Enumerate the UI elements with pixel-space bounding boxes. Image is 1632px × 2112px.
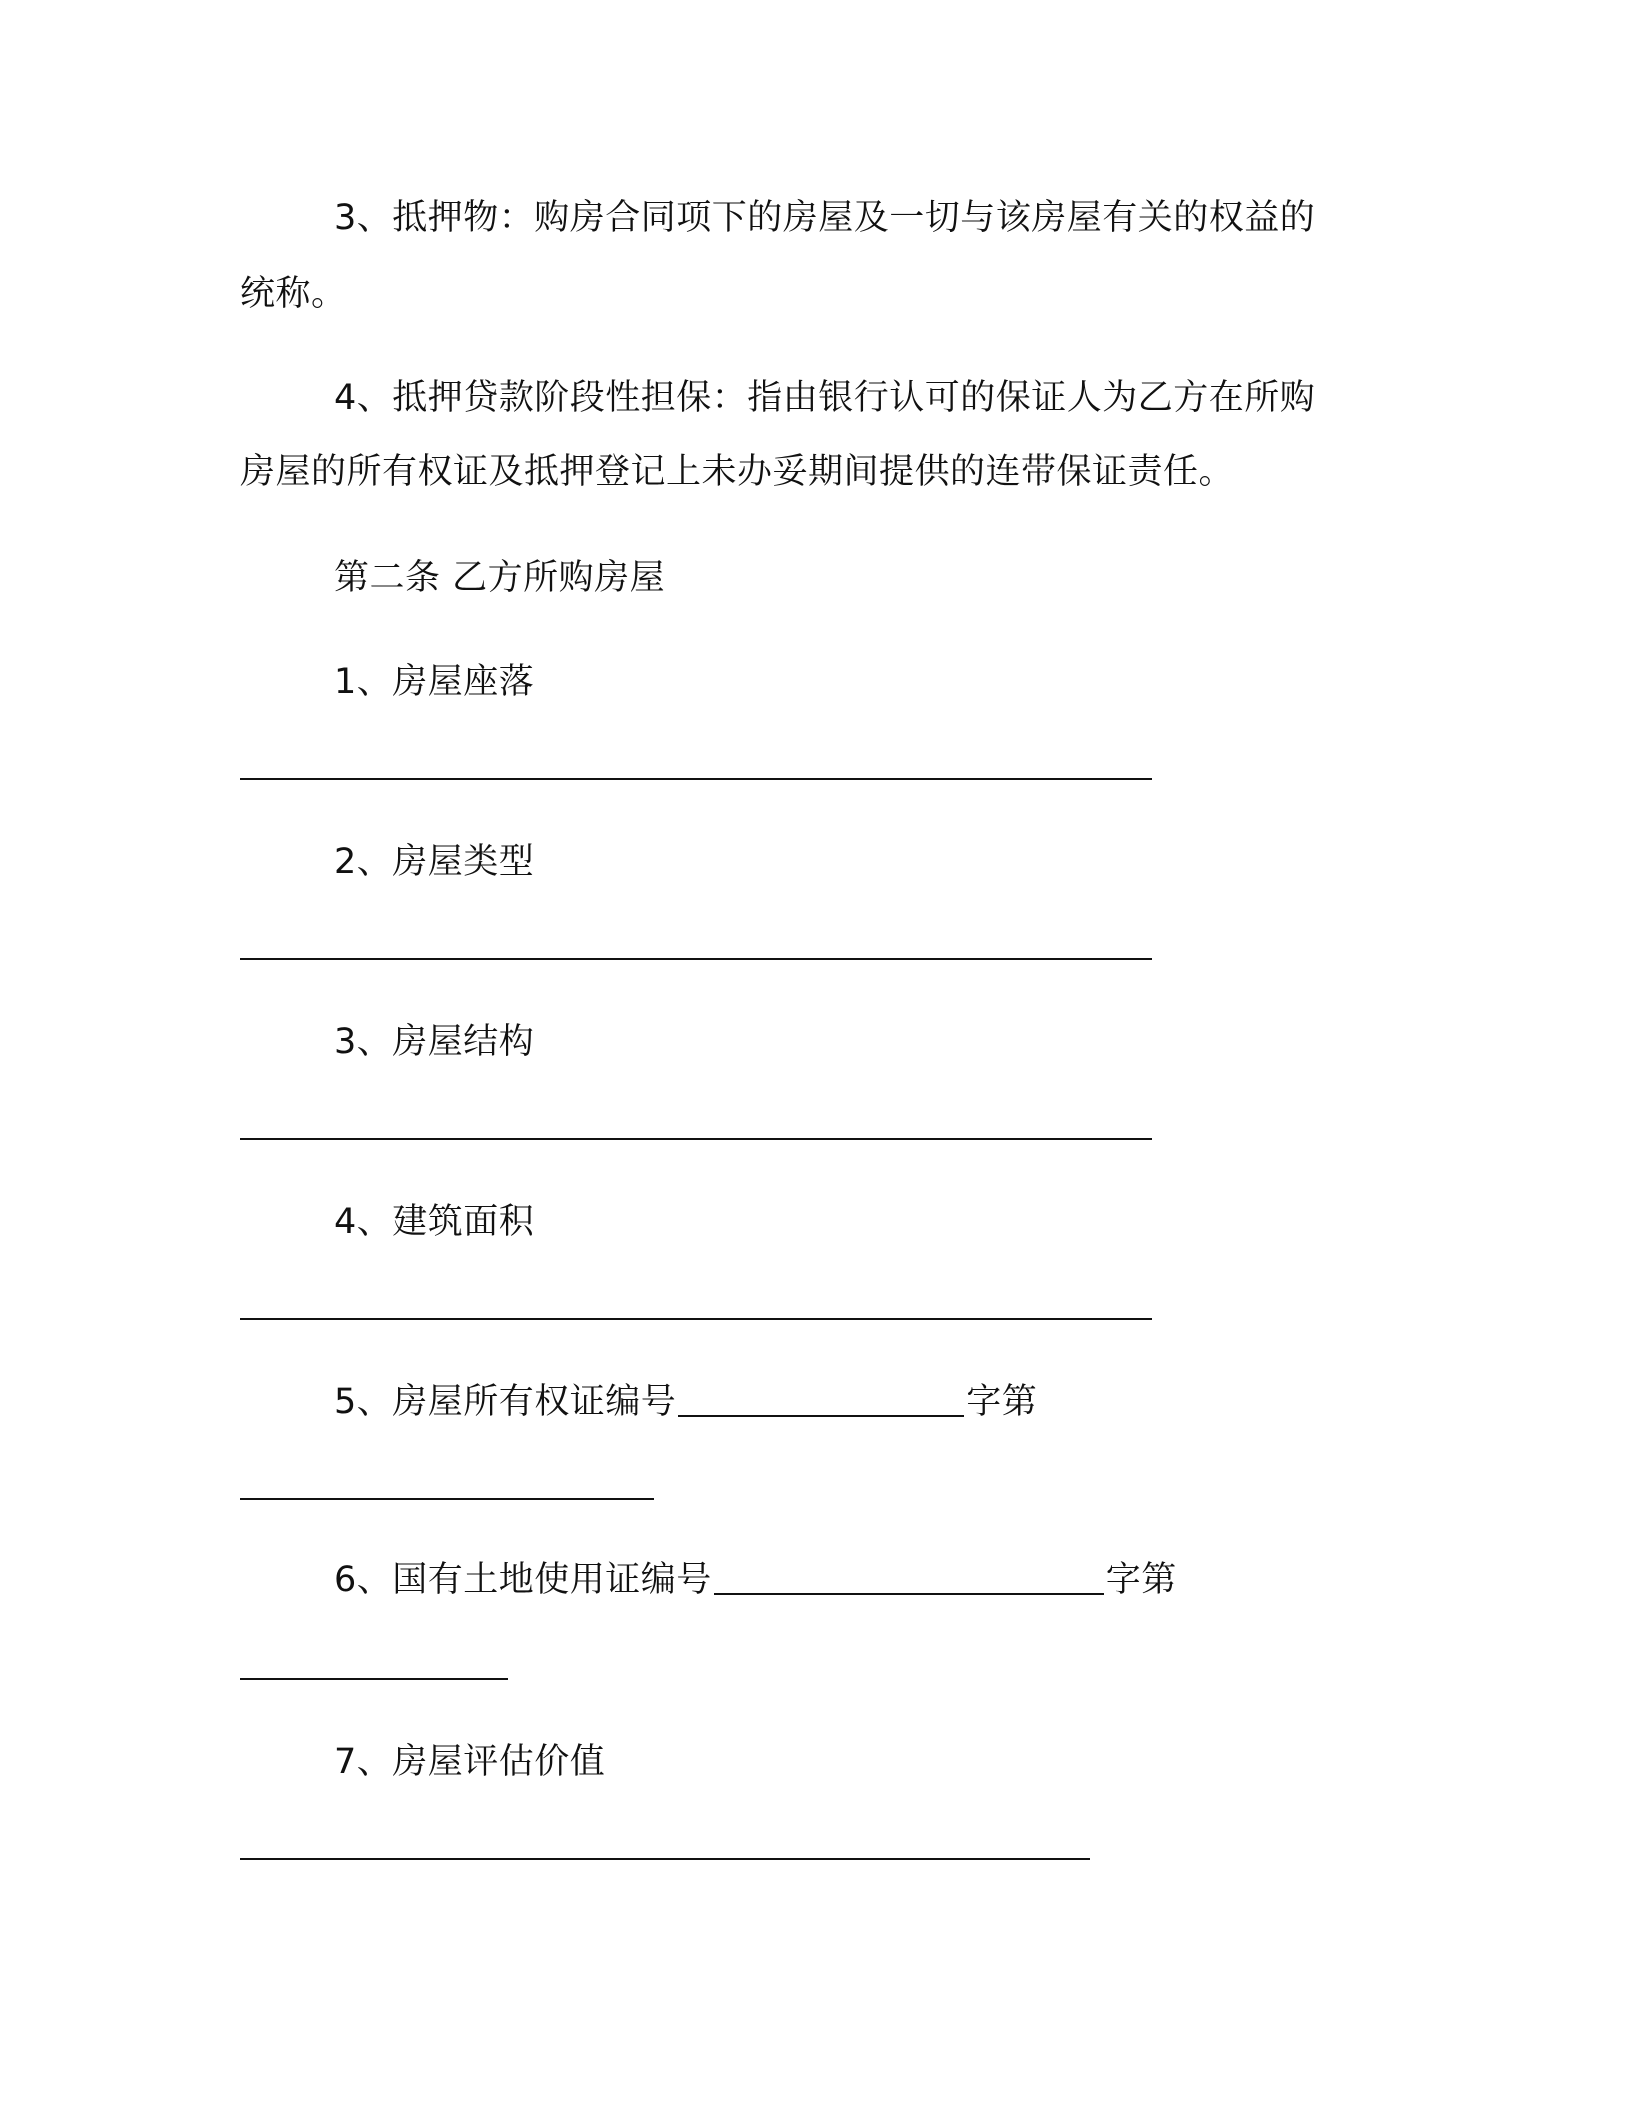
item-5-suffix: 字第 (966, 1382, 1038, 1422)
item-6-label: 6、国有土地使用证编号 (334, 1560, 712, 1600)
item-6-blank-line (240, 1678, 508, 1680)
item-2-label: 2、房屋类型 (334, 842, 535, 882)
item-6-suffix: 字第 (1105, 1560, 1177, 1600)
item-4-blank-line (240, 1318, 1152, 1320)
item-6-inline-blank (714, 1593, 1104, 1595)
item-2-blank-line (240, 958, 1152, 960)
clause-4-line-1: 4、抵押贷款阶段性担保：指由银行认可的保证人为乙方在所购 (334, 378, 1316, 418)
clause-3-line-1: 3、抵押物：购房合同项下的房屋及一切与该房屋有关的权益的 (334, 198, 1316, 238)
item-5-label: 5、房屋所有权证编号 (334, 1382, 677, 1422)
item-7-label: 7、房屋评估价值 (334, 1742, 606, 1782)
item-5-inline-blank (678, 1415, 964, 1417)
item-5-blank-line (240, 1498, 654, 1500)
item-7-blank-line (240, 1858, 1090, 1860)
item-1-blank-line (240, 778, 1152, 780)
article-2-heading: 第二条 乙方所购房屋 (334, 558, 666, 598)
item-6-row (334, 1558, 1177, 1602)
clause-4-line-2: 房屋的所有权证及抵押登记上未办妥期间提供的连带保证责任。 (240, 452, 1235, 492)
item-3-label: 3、房屋结构 (334, 1022, 535, 1062)
item-1-label: 1、房屋座落 (334, 662, 535, 702)
item-5-row (334, 1380, 1037, 1424)
clause-3-line-2: 统称。 (240, 274, 347, 314)
item-3-blank-line (240, 1138, 1152, 1140)
item-4-label: 4、建筑面积 (334, 1202, 535, 1242)
